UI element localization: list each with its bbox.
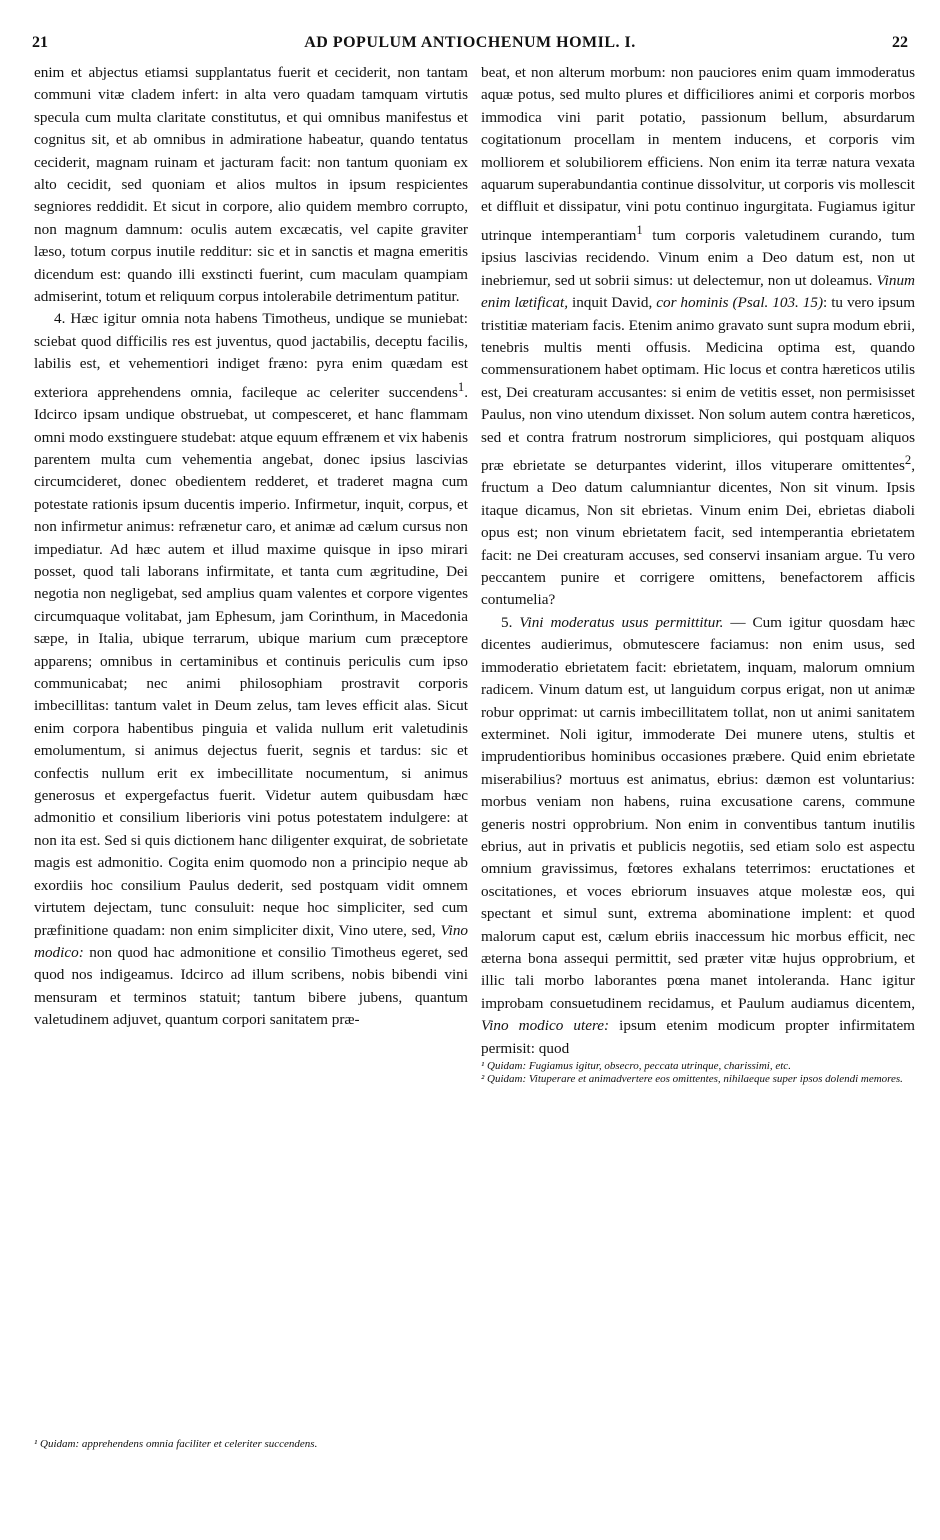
page-number-right: 22 [892,34,908,51]
left-paragraph-1: enim et abjectus etiamsi supplantatus fuerit et ceciderit, non tantam communi vitæ cladem infert: in alta vero quadam tamquam virtutis specula cum multa claritate constitutus, et qui omnibus manifestus et cognitus sit, et ab omnibus in admiratione habeatur, quando tentatus ceciderit, magnam ruinam et jacturam facit: non tantum quoniam ex alto cecidit, sed quoniam et alios multos in ipsum respicientes segniores reddidit. Et sicut in corpore, alio quidem membro corrupto, non magnum damnum: oculis autem excæcatis, vel capite graviter læso, totum corpus inutile redditur: sic et in sanctis et magna emeritis dicendum est: quando illi exstincti fuerint, cum maculam quampiam admiserint, totum et reliquum corpus intolerabile detrimentum patitur. [34,64,468,306]
footnote-right-2: ² Quidam: Vituperare et animadvertere eos omittentes, nihilaeque super ipsos dolendi memores. [481,1073,903,1085]
right-p1-reference: (Psal. 103. 15) [732,294,824,312]
right-paragraph-2 [481,612,915,1060]
right-p2-text-b: ipsum etenim modicum propter infirmitatem permisit: quod [481,1017,915,1057]
right-p1-italic-1: Vinum enim lætificat, [481,271,916,312]
right-p2-text-a: — Cum igitur quosdam hæc dicentes audierimus, obmutescere faciamus: non enim usus, sed immoderatio ebrietatem facit: ebrietatem, inquam, malorum omnium radicem. Vinum datum est, ut languidum corpus erigat, non ut animæ robur opprimat: ut carnis imbecillitatem tollat, non ut animi sanitatem exterminet. Noli igitur, immoderate Dei munere utens, stultis et imprudentioribus hominibus occasiones præbere. Quid enim ebrietate miserabilius? mortuus est animatus, ebrius: dæmon est voluntarius: morbus veniam non habens, ruina excusatione carens, commune generis nostri opprobrium. Non enim in conventibus tantum inutilis ebrius, aut in privatis et publicis negotiis, sed etiam solo est aspectu omnium gravissimus, fœtores exhalans teterrimos: eructationes et oscitationes, et voces ebriorum insuaves atque molestæ eos, qui spectant et simul sunt, extrema abominatione implent: et quod malorum caput est, cælum ebriis inaccessum hic morbus efficit, nec æterna bona assequi permittit, sed præter vitæ hujus opprobrium, et illic tali morbo laborantes pœna manet intoleranda. Hanc igitur improbam consuetudinem recidamus, et Paulum audiamus dicentem, [481,613,916,1012]
right-p2-italic: Vino modico utere: [481,1017,610,1035]
right-p1-text-a: beat, et non alterum morbum: non pauciores enim quam immoderatus aquæ potus, sed multo plures et difficiliores animi et corporis morbos immodica vini parit potatio, passionum bellum, absurdarum cogitationum procellam in mentem inducens, et corporis vim molliorem et solubiliorem efficiens. Non enim ita terræ natura vexata aquarum superabundantia continue dissolvitur, ut corporis vis mollescit et diffluit et dissipatur, vini potu continuo ingurgitata. Fugiamus igitur utrinque intemperantiam [481,64,915,244]
right-p1-text-e: , fructum a Deo datum calumniantur dicentes, Non sit vinum. Ipsis itaque dicamus, Non sit ebrietas. Vinum enim Dei, ebrietas diaboli opus est; non vinum ebrietatem facit, sed intemperantia ebrietatem facit: ne Dei creaturam accuses, sed conservi insaniam argue. Tu vero peccantem punire et corrigere omittens, benefactorem afficis contumelia? [481,457,915,609]
left-p2-text-b: . Idcirco ipsam undique obstruebat, ut compesceret, et hanc flammam omni modo exstinguere studebat: atque equum effrænem et vix habenis parentem multa cum vehementia angebat, donec ipsius lascivias circumcideret, donec obedientem redderet, et traderet magna cum potestate rationis ipsum ducentis imperio. Infirmetur, inquit, corpus, et non infirmetur animus: refrænetur caro, et animæ ad cælum cursus non impediatur. Ad hæc autem et illud maxime quisque in ipso mirari posset, quod tali laborans infirmitate, et tanta cum ægritudine, Dei negotia non negligebat, sed amplius quam valentes et corpore vigentes circumquaque volitabat, jam Ephesum, jam Corinthum, in Macedonia sæpe, in Italia, ubique terrarum, ubique marium cum præceptore apparens; omnibus in certaminibus et continuis periculis cum ipso communicabat; nec animi philosophiam prostravit corporis imbecillitas: tantum valet in Deum zelus, tam leves efficit alas. Sicut enim corpora habentibus pinguia et valida nullum erit valetudinis emolumentum, si animus dejectus fuerit, segnis et tardus: sic et confectis nullum erit ex imbecillitate nocumentum, si animus generosus et expergefactus fuerit. Videtur autem quibusdam hæc admonitio et consilium liberioris vini potus potestatem indulgere: at non ita est. Sed si quis dictionem hanc diligenter exquirat, de sobrietate magis est admonitio. Cogita enim quomodo non a principio neque ab exordiis hoc consilium Paulus dederit, sed postquam vidit omnem virtutem dejectam, tunc consuluit: neque hoc simpliciter, sed cum præfinitione quadam: non enim simpliciter dixit, Vino utere, sed, [34,383,468,939]
right-p1-text-b: tum corporis valetudinem curando, tum ipsius lascivias recidendo. Vinum enim a Deo datum est, non ut inebriemur, sed ut sobrii simus: ut delectemur, non ut doleamus. [481,226,915,289]
footnote-ref-r1: 1 [636,222,643,237]
right-p1-italic-2: cor hominis [656,294,729,312]
running-title: AD POPULUM ANTIOCHENUM HOMIL. I. [304,34,636,51]
footnote-right-1: ¹ Quidam: Fugiamus igitur, obsecro, peccata utrinque, charissimi, etc. [481,1060,791,1072]
running-header [32,34,908,56]
left-column [34,62,468,1032]
footnote-left: ¹ Quidam: apprehendens omnia faciliter et celeriter succendens. [34,1438,318,1450]
right-paragraph-1 [481,62,915,612]
footnote-ref-r2: 2 [904,452,912,467]
right-column [481,62,915,1086]
page-number-left: 21 [32,34,48,51]
section-heading: Vini moderatus usus permittitur. [519,613,724,631]
left-paragraph-2 [34,308,468,1031]
right-p1-text-c: inquit David, [568,294,653,312]
left-p2-italic: Vino modico: [34,921,469,961]
footnote-ref-1: 1 [457,379,465,394]
section-number: 5. [501,613,513,631]
left-p2-text-a: 4. Hæc igitur omnia nota habens Timotheus, undique se muniebat: sciebat quod difficilis res est juventus, quod jactabilis, deceptu facilis, labilis est, et vehementiori indiget fræno: pyra enim quædam est exteriora apprehendens omnia, facileque ac celeriter succendens [34,310,468,401]
right-p1-text-d: : tu vero ipsum tristitiæ materiam facis. Etenim animo gravato sunt supra modum ebrii, tenebris multis menti offusis. Medicina optima est, quando commensurationem habet optimam. Hic locus et contra hæreticos utilis est, Dei creaturam accusantes: si enim de vetitis esset, non permisisset Paulus, non vino utendum dixisset. Non solum autem contra hæreticos, sed et contra fratrum nostrorum simpliciores, qui postquam aliquos præ ebrietate se deturpantes viderint, illos vituperare omittentes [481,294,916,475]
left-p2-text-c: non quod hac admonitione et consilio Timotheus egeret, sed quod nos indigeamus. Idcirco ad illum scribens, nobis bibendi vini mensuram et terminos statuit; tantum bibere jubens, quantum valetudinem adjuvet, quantum corpori sanitatem præ- [34,943,468,1029]
